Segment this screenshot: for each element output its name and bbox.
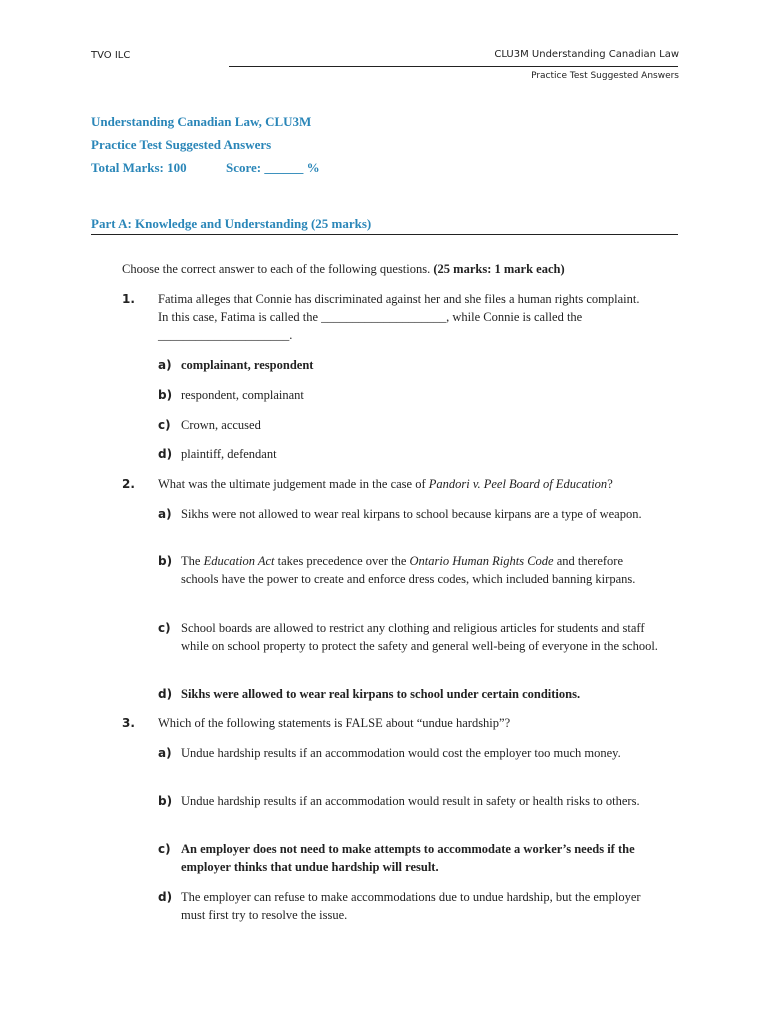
option-letter: a) (158, 358, 172, 372)
question-number: 1. (122, 292, 135, 306)
option-text: Crown, accused (181, 418, 261, 432)
part-a-divider (91, 234, 678, 235)
option-letter: b) (158, 794, 173, 808)
option-text: Sikhs were not allowed to wear real kirpans to school because kirpans are a type of weapon. (181, 507, 642, 521)
option-text-correct: An employer does not need to make attempts to accommodate a worker’s needs if the employer thinks that undue hardship will result. (181, 842, 635, 874)
statute-name: Education Act (203, 554, 275, 568)
option-letter: d) (158, 890, 173, 904)
header-left-label: TVO ILC (91, 50, 131, 61)
option-text: Undue hardship results if an accommodation would result in safety or health risks to others. (181, 794, 640, 808)
header-doc-subtitle: Practice Test Suggested Answers (531, 71, 679, 81)
option-letter: b) (158, 388, 173, 402)
header-course-title: CLU3M Understanding Canadian Law (494, 49, 679, 60)
option-text: respondent, complainant (181, 388, 304, 402)
option-letter: d) (158, 447, 173, 461)
option-text-correct: Sikhs were allowed to wear real kirpans to school under certain conditions. (181, 687, 581, 701)
instructions-text: Choose the correct answer to each of the following questions. (122, 262, 431, 276)
option-text: Undue hardship results if an accommodation would cost the employer too much money. (181, 746, 621, 760)
case-name: Pandori v. Peel Board of Education (428, 477, 608, 491)
option-letter: d) (158, 687, 173, 701)
option-text: The employer can refuse to make accommodations due to undue hardship, but the employer must first try to resolve the issue. (181, 890, 641, 922)
option-letter: c) (158, 418, 171, 432)
question-text: What was the ultimate judgement made in the case of Pandori v. Peel Board of Education? (158, 477, 613, 491)
total-marks: Total Marks: 100 (91, 160, 187, 175)
option-letter: b) (158, 554, 173, 568)
option-text: plaintiff, defendant (181, 447, 277, 461)
header-divider (229, 66, 678, 67)
option-letter: a) (158, 746, 172, 760)
question-text: Fatima alleges that Connie has discriminated against her and she files a human rights complaint. In this case, Fatima is called the ____________________, while Connie is called the _____________________. (158, 292, 640, 342)
instructions-marks: (25 marks: 1 mark each) (433, 262, 565, 276)
document-title: Understanding Canadian Law, CLU3M (91, 114, 312, 129)
score-field: Score: ______ % (226, 160, 320, 175)
part-a-heading: Part A: Knowledge and Understanding (25 marks) (91, 216, 372, 231)
option-letter: c) (158, 621, 171, 635)
question-number: 3. (122, 716, 135, 730)
option-text: School boards are allowed to restrict any clothing and religious articles for students and staff while on school property to protect the safety and general well-being of everyone in the school. (181, 621, 658, 653)
option-text-correct: complainant, respondent (181, 358, 314, 372)
instructions (122, 262, 565, 277)
question-text: Which of the following statements is FALSE about “undue hardship”? (158, 716, 511, 730)
question-number: 2. (122, 477, 135, 491)
statute-name: Ontario Human Rights Code (409, 554, 554, 568)
option-letter: c) (158, 842, 171, 856)
option-letter: a) (158, 507, 172, 521)
document-subtitle: Practice Test Suggested Answers (91, 137, 272, 152)
option-text: The Education Act takes precedence over the Ontario Human Rights Code and therefore schools have the power to create and enforce dress codes, which included banning kirpans. (181, 554, 636, 586)
